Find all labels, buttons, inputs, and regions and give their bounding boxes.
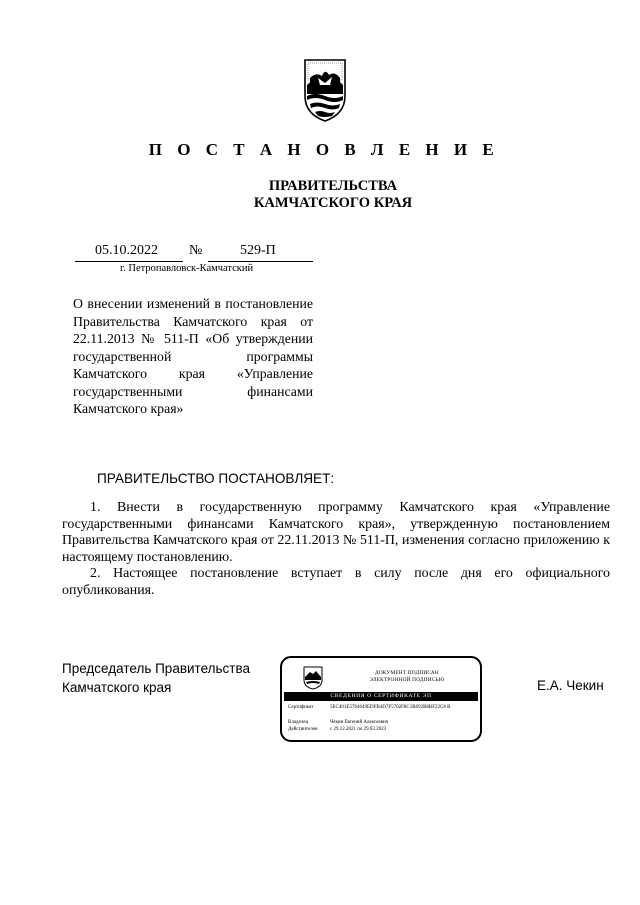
signatory-position-line-1: Председатель Правительства xyxy=(62,661,250,676)
stamp-owner-value: Чекин Евгений Алексеевич xyxy=(330,720,389,725)
signatory-name: Е.А. Чекин xyxy=(537,678,604,693)
stamp-signed-line-2: ЭЛЕКТРОННОЙ ПОДПИСЬЮ xyxy=(369,676,445,683)
stamp-signed-caption xyxy=(344,670,470,683)
issuer-line-1: ПРАВИТЕЛЬСТВА xyxy=(268,178,398,194)
stamp-certificate-value: 5EC401E5764649EDFB4D7F5702F8C1B092B8BF22C8 B xyxy=(330,705,451,710)
stamp-signed-line-1: ДОКУМЕНТ ПОДПИСАН xyxy=(375,670,439,676)
document-body xyxy=(62,500,610,600)
resolves-line: ПРАВИТЕЛЬСТВО ПОСТАНОВЛЯЕТ: xyxy=(97,471,335,486)
document-date: 05.10.2022 xyxy=(95,243,158,258)
stamp-coat-of-arms-icon xyxy=(302,666,324,690)
date-underline xyxy=(75,261,183,262)
number-underline xyxy=(208,261,313,262)
electronic-signature-stamp xyxy=(280,656,482,742)
document-type-heading: П О С Т А Н О В Л Е Н И Е xyxy=(148,140,500,159)
document-title: О внесении изменений в постановление Правительства Камчатского края от 22.11.2013 № 511-П «Об утверждении государственной программы Камчатского края «Управление государственными финансами Камчатского края» xyxy=(73,296,313,416)
number-sign: № xyxy=(189,243,203,258)
coat-of-arms-icon xyxy=(300,58,350,123)
paragraph-1: 1. Внести в государственную программу Камчатского края «Управление государственными финансами Камчатского края», утвержденную постановлением Правительства Камчатского края от 22.11.2013 № 511-П, изменения согласно приложению к настоящему постановлению. xyxy=(62,500,610,565)
registration-line xyxy=(75,241,313,263)
stamp-certificate-bar: СВЕДЕНИЯ О СЕРТИФИКАТЕ ЭП xyxy=(284,692,478,701)
stamp-validity-value: с 29.12.2021 по 29.03.2023 xyxy=(330,727,387,732)
signatory-position xyxy=(62,659,250,697)
signatory-position-line-2: Камчатского края xyxy=(62,680,172,695)
stamp-certificate-label: Сертификат xyxy=(288,705,314,710)
issue-place: г. Петропавловск-Камчатский xyxy=(120,263,254,274)
stamp-owner-label: Владелец xyxy=(288,720,309,725)
issuer-heading xyxy=(0,178,640,212)
issuer-line-2: КАМЧАТСКОГО КРАЯ xyxy=(253,195,413,211)
stamp-validity-label: Действителен xyxy=(288,727,318,732)
document-number: 529-П xyxy=(240,243,276,258)
paragraph-2: 2. Настоящее постановление вступает в силу после дня его официального опубликования. xyxy=(62,566,610,598)
